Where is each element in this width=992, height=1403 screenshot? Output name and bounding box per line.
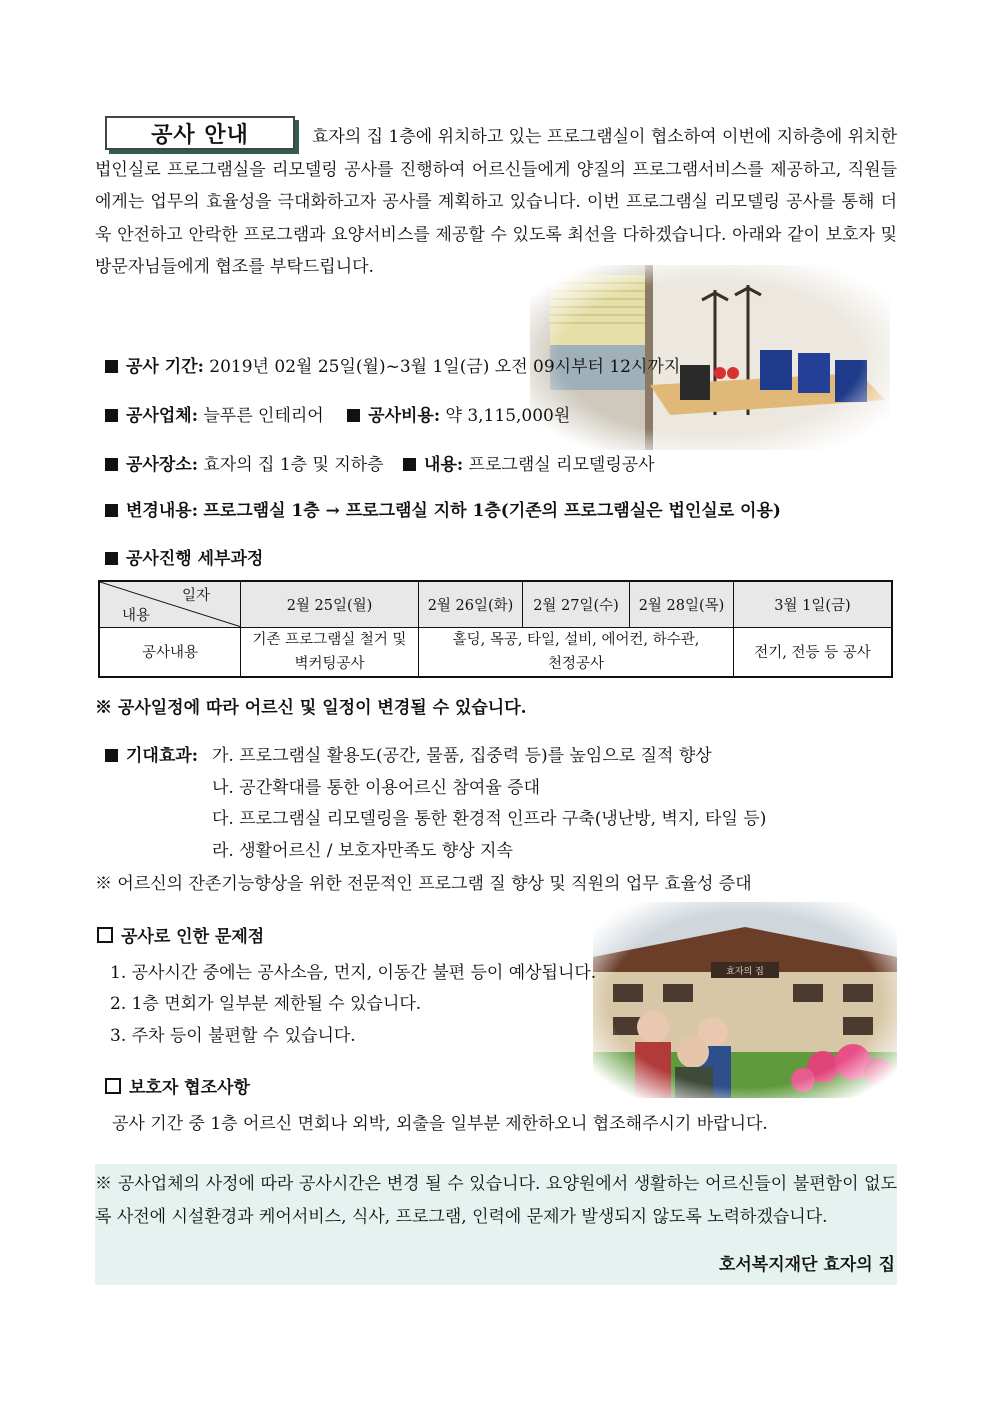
content-label: 내용:	[424, 455, 464, 475]
change-label: 변경내용:	[126, 501, 198, 521]
place-label: 공사장소:	[126, 455, 198, 475]
effects-label-line	[105, 741, 198, 766]
schedule-cell-3: 전기, 전등 등 공사	[734, 627, 893, 677]
cost-value: 약 3,115,000원	[445, 406, 571, 426]
intro-paragraph: 효자의 집 1층에 위치하고 있는 프로그램실이 협소하여 이번에 지하층에 위치한 법인실로 프로그램실을 리모델링 공사를 진행하여 어르신들에게 양질의 프로그램서비스를 제공하고, 직원들에게는 업무의 효율성을 극대화하고자 공사를 계획하고 있습니다. 이번 프로그램실 리모델링 공사를 통해 더욱 안전하고 안락한 프로그램과 요양서비스를 제공할 수 있도록 최선을 다하겠습니다. 아래와 같이 보호자 및 방문자님들에게 협조를 부탁드립니다.	[95, 127, 897, 277]
notice-text: ※ 공사업체의 사정에 따라 공사시간은 변경 될 수 있습니다. 요양원에서 생활하는 어르신들이 불편함이 없도록 사전에 시설환경과 케어서비스, 식사, 프로그램, 인력에 문제가 발생되지 않도록 노력하겠습니다.	[95, 1174, 897, 1227]
cell2-line2: 천정공사	[547, 655, 605, 672]
effects-label: 기대효과:	[126, 746, 198, 766]
notice-title: 공사 안내	[151, 122, 249, 148]
problem-item: 3. 주차 등이 불편할 수 있습니다.	[110, 1026, 356, 1046]
square-bullet-icon	[105, 749, 118, 762]
change-value: 프로그램실 1층 → 프로그램실 지하 1층(기존의 프로그램실은 법인실로 이용)	[203, 501, 781, 521]
schedule-note-text: ※ 공사일정에 따라 어르신 및 일정이 변경될 수 있습니다.	[95, 698, 527, 718]
detail-label: 공사진행 세부과정	[126, 549, 264, 569]
cooperation-title: 보호자 협조사항	[129, 1078, 250, 1098]
cooperation-text: 공사 기간 중 1층 어르신 면회나 외박, 외출을 일부분 제한하오니 협조해주시기 바랍니다.	[112, 1114, 768, 1134]
effect-item: 가. 프로그램실 활용도(공간, 물품, 집중력 등)를 높임으로 질적 향상	[212, 746, 712, 766]
content-value: 프로그램실 리모델링공사	[468, 455, 655, 475]
period-value: 2019년 02월 25일(월)~3월 1일(금) 오전 09시부터 12시까지	[209, 357, 681, 377]
corner-top-label: 일자	[181, 588, 210, 604]
square-bullet-icon	[105, 552, 118, 565]
date-header: 2월 25일(월)	[241, 581, 419, 627]
row-label: 공사내용	[99, 627, 241, 677]
detail-heading	[105, 544, 263, 569]
cost-label: 공사비용:	[368, 406, 441, 426]
problem-item: 2. 1층 면회가 일부분 제한될 수 있습니다.	[110, 994, 422, 1014]
signature: 호서복지재단 효자의 집	[718, 1255, 895, 1275]
checkbox-bullet-icon	[97, 927, 113, 943]
schedule-note	[95, 693, 527, 718]
square-bullet-icon	[105, 360, 118, 373]
contractor-value: 늘푸른 인테리어	[203, 406, 324, 426]
contractor-line	[105, 401, 570, 426]
effect-item: 다. 프로그램실 리모델링을 통한 환경적 인프라 구축(냉난방, 벽지, 타일 등)	[212, 809, 767, 829]
problems-title: 공사로 인한 문제점	[121, 927, 265, 947]
cell1-line1: 기존 프로그램실 철거 및	[252, 631, 407, 648]
problems-heading	[97, 922, 264, 947]
corner-cell	[99, 581, 241, 627]
date-header: 2월 27일(수)	[523, 581, 630, 627]
cell1-line2: 벽커팅공사	[294, 655, 365, 672]
schedule-cell-2	[419, 627, 734, 677]
diagonal-line	[100, 582, 240, 627]
place-line	[105, 450, 655, 475]
problem-item: 1. 공사시간 중에는 공사소음, 먼지, 이동간 불편 등이 예상됩니다.	[110, 963, 597, 983]
period-line	[105, 352, 680, 377]
date-header: 2월 26일(화)	[419, 581, 523, 627]
square-bullet-icon	[403, 458, 416, 471]
contractor-label: 공사업체:	[126, 406, 198, 426]
facility-photo	[593, 902, 897, 1098]
checkbox-bullet-icon	[105, 1078, 121, 1094]
notice-box	[95, 1164, 897, 1285]
square-bullet-icon	[105, 458, 118, 471]
place-value: 효자의 집 1층 및 지하층	[203, 455, 384, 475]
date-header: 3월 1일(금)	[734, 581, 893, 627]
change-line	[105, 496, 781, 521]
cooperation-heading	[105, 1073, 250, 1098]
period-label: 공사 기간:	[126, 357, 204, 377]
schedule-cell-1	[241, 627, 419, 677]
date-header: 2월 28일(목)	[630, 581, 734, 627]
effect-item: 나. 공간확대를 통한 이용어르신 참여율 증대	[212, 778, 541, 798]
cell2-line1: 홀딩, 목공, 타일, 설비, 에어컨, 하수관,	[452, 631, 700, 648]
corner-bottom-label: 내용	[122, 607, 151, 624]
effect-item: 라. 생활어르신 / 보호자만족도 향상 지속	[212, 841, 513, 861]
effects-note: ※ 어르신의 잔존기능향상을 위한 전문적인 프로그램 질 향상 및 직원의 업무 효율성 증대	[95, 874, 752, 894]
schedule-table	[98, 580, 893, 678]
square-bullet-icon	[347, 409, 360, 422]
square-bullet-icon	[105, 409, 118, 422]
square-bullet-icon	[105, 504, 118, 517]
